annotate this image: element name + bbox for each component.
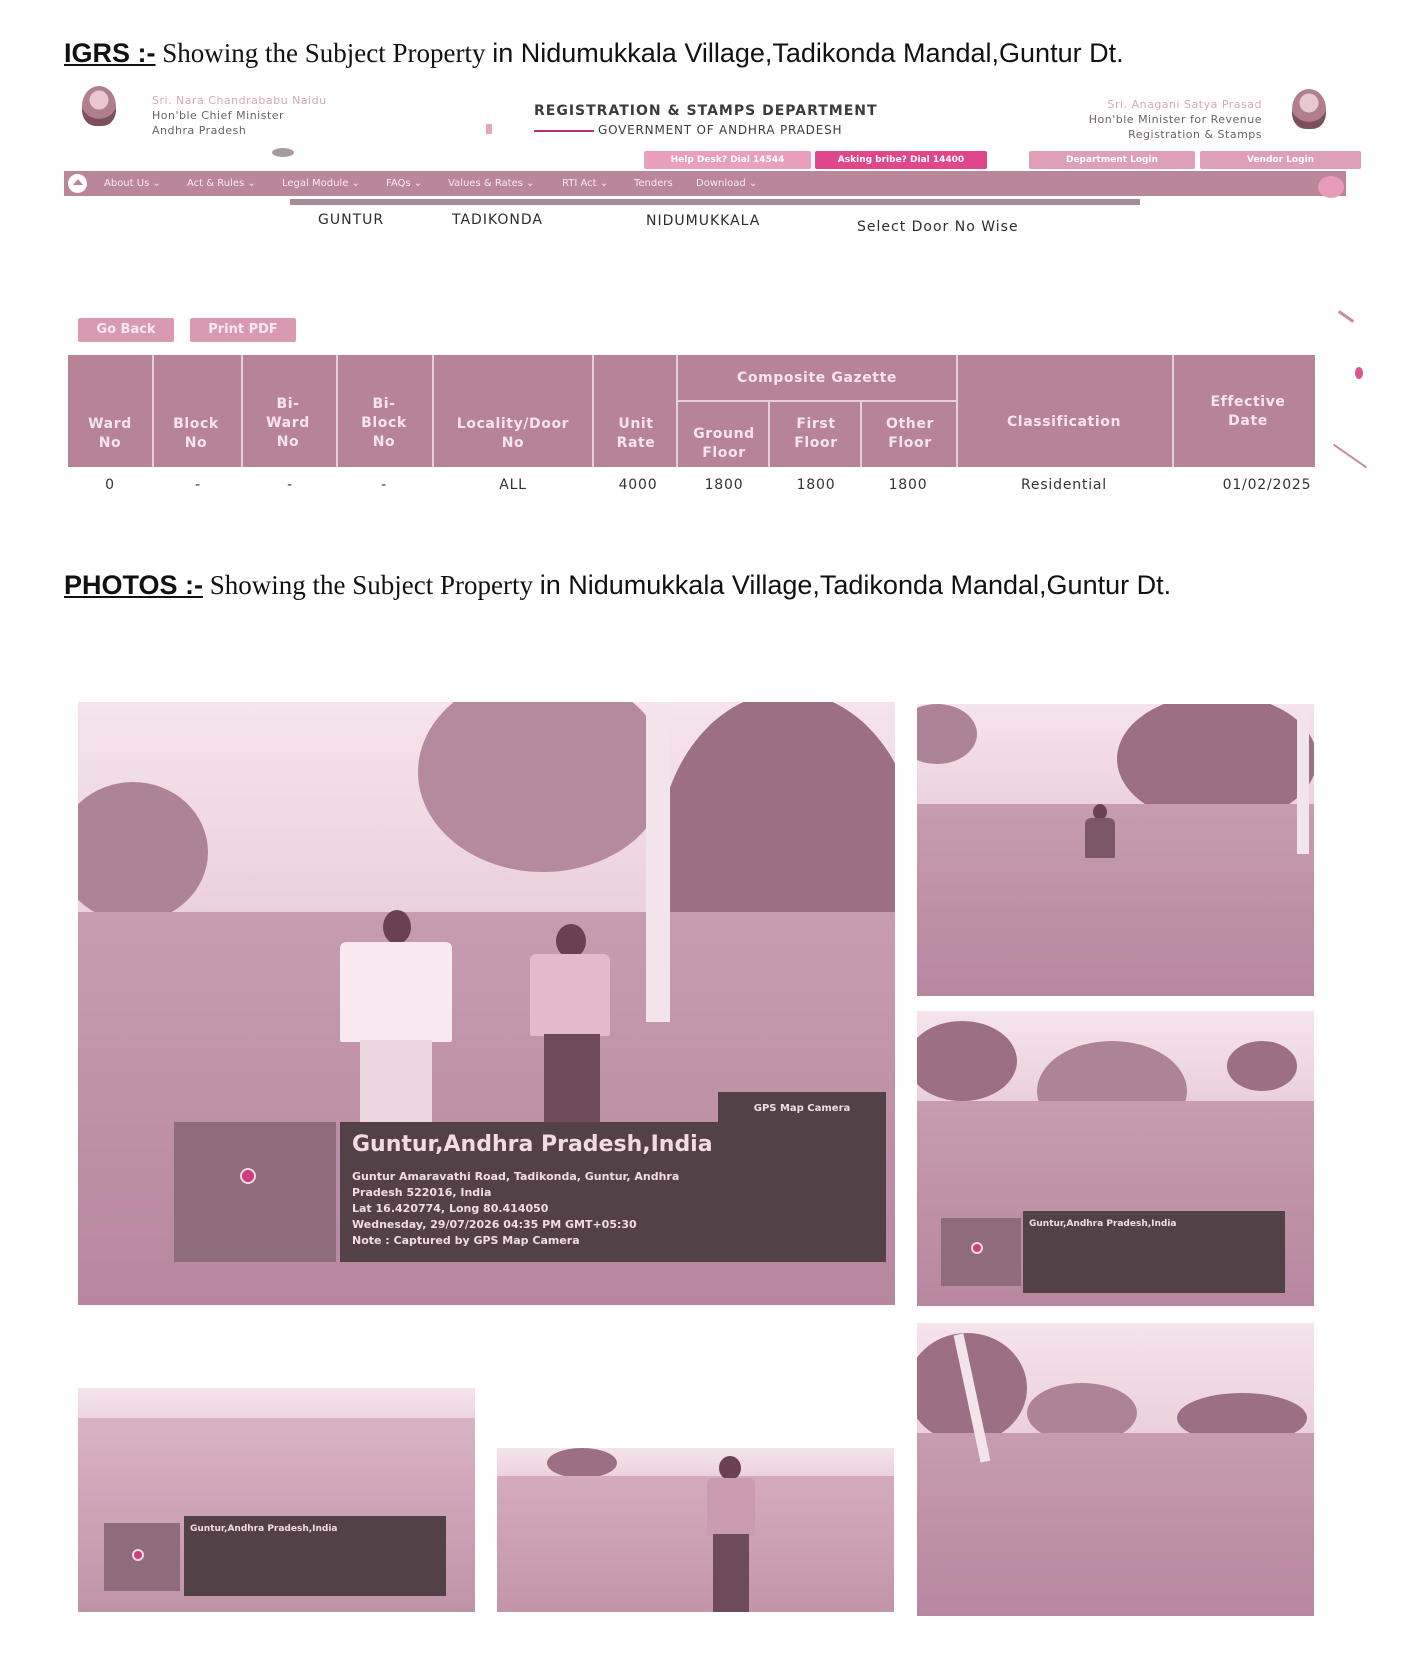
mandal-label: TADIKONDA xyxy=(452,212,543,228)
chief-minister-role: Hon'ble Chief Minister xyxy=(152,109,285,122)
government-title: GOVERNMENT OF ANDHRA PRADESH xyxy=(598,123,843,137)
minister-avatar xyxy=(1292,89,1326,129)
nav-act-rules[interactable]: Act & Rules ⌄ xyxy=(187,178,256,189)
nav-values-rates[interactable]: Values & Rates ⌄ xyxy=(448,178,535,189)
igrs-heading xyxy=(64,38,1124,69)
col-effective-date: Effective Date xyxy=(1210,394,1286,429)
cell-classification: Residential xyxy=(1021,477,1107,493)
nav-rti-act[interactable]: RTI Act ⌄ xyxy=(562,178,609,189)
igrs-label: IGRS :- xyxy=(64,38,156,68)
igrs-heading-location: in Nidumukkala Village,Tadikonda Mandal,Guntur Dt. xyxy=(492,38,1124,68)
photos-label: PHOTOS :- xyxy=(64,570,204,600)
igrs-heading-text: Showing the Subject Property xyxy=(155,38,493,68)
cell-first-floor: 1800 xyxy=(796,477,836,493)
chief-minister-avatar xyxy=(82,86,116,126)
site-photo-bottom-left: Guntur,Andhra Pradesh,India xyxy=(78,1388,475,1612)
nav-download[interactable]: Download ⌄ xyxy=(696,178,758,189)
chief-minister-info xyxy=(152,93,327,138)
minister-role: Hon'ble Minister for Revenue xyxy=(1088,113,1262,126)
col-classification: Classification xyxy=(1006,414,1122,430)
side-pin-icon xyxy=(1355,367,1363,379)
logo-mark xyxy=(486,124,492,134)
side-stroke xyxy=(1338,310,1354,323)
vendor-login-button[interactable]: Vendor Login xyxy=(1200,151,1361,169)
cell-locality: ALL xyxy=(499,477,527,493)
nav-bar xyxy=(64,171,1346,196)
col-other-floor: Other Floor xyxy=(886,416,934,451)
site-photo-bottom-center xyxy=(497,1448,894,1612)
site-photo-mid-right: Guntur,Andhra Pradesh,India xyxy=(917,1011,1314,1306)
col-ground-floor: Ground Floor xyxy=(693,426,755,461)
gps-badge: GPS Map Camera xyxy=(718,1092,886,1126)
nav-legal-module[interactable]: Legal Module ⌄ xyxy=(282,178,360,189)
help-desk-pill[interactable]: Help Desk? Dial 14544 xyxy=(644,151,811,169)
col-first-floor: First Floor xyxy=(794,416,838,451)
go-back-button[interactable]: Go Back xyxy=(78,318,174,342)
cell-bi-ward-no: - xyxy=(287,477,293,493)
col-block-no: Block No xyxy=(173,416,219,451)
department-title: REGISTRATION & STAMPS DEPARTMENT xyxy=(534,103,878,119)
minister-name: Sri. Anagani Satya Prasad xyxy=(1107,98,1262,111)
minister-info xyxy=(1040,97,1262,142)
col-bi-block-no: Bi- Block No xyxy=(361,396,407,450)
gps-mini-map xyxy=(174,1122,336,1262)
site-photo-bottom-right xyxy=(917,1323,1314,1616)
cell-unit-rate: 4000 xyxy=(618,477,658,493)
site-photo-main xyxy=(78,702,895,1305)
chat-icon[interactable] xyxy=(1318,176,1344,198)
minister-portfolio: Registration & Stamps xyxy=(1128,128,1262,141)
village-label: NIDUMUKKALA xyxy=(646,213,761,229)
side-line xyxy=(1333,444,1367,469)
cell-bi-block-no: - xyxy=(381,477,387,493)
rates-table-header xyxy=(68,355,1315,467)
bribe-helpline-pill[interactable]: Asking bribe? Dial 14400 xyxy=(815,151,987,169)
smudge-mark xyxy=(272,148,294,157)
col-ward-no: Ward No xyxy=(88,416,132,451)
cell-effective-date: 01/02/2025 xyxy=(1222,477,1312,493)
cell-ward-no: 0 xyxy=(105,477,115,493)
cell-other-floor: 1800 xyxy=(888,477,928,493)
col-bi-ward-no: Bi- Ward No xyxy=(266,396,310,450)
nav-about-us[interactable]: About Us ⌄ xyxy=(104,178,161,189)
site-photo-top-right xyxy=(917,704,1314,996)
search-mode-label: Select Door No Wise xyxy=(857,219,1019,235)
gps-info-panel: Guntur,Andhra Pradesh,India Guntur Amaravathi Road, Tadikonda, Guntur, Andhra Pradesh 522016, India Lat 16.420774, Long 80.414050 Wednesday, 29/07/2026 04:35 PM GMT+05:30 Note : Captured by GPS Map Camera xyxy=(340,1122,886,1262)
cell-block-no: - xyxy=(195,477,201,493)
nav-faqs[interactable]: FAQs ⌄ xyxy=(386,178,423,189)
photos-heading-location: in Nidumukkala Village,Tadikonda Mandal,Guntur Dt. xyxy=(539,570,1172,600)
photos-heading xyxy=(64,570,1171,601)
print-pdf-button[interactable]: Print PDF xyxy=(190,318,296,342)
col-unit-rate: Unit Rate xyxy=(616,416,656,451)
col-composite-gazette: Composite Gazette xyxy=(737,370,897,386)
col-locality-door-no: Locality/Door No xyxy=(456,416,570,451)
submenu-strip xyxy=(290,199,1140,205)
nav-tenders[interactable]: Tenders xyxy=(634,178,673,189)
chief-minister-name: Sri. Nara Chandrababu Naidu xyxy=(152,94,327,107)
home-icon[interactable] xyxy=(68,174,87,193)
cell-ground-floor: 1800 xyxy=(704,477,744,493)
department-line xyxy=(534,130,594,132)
district-label: GUNTUR xyxy=(318,212,385,228)
department-login-button[interactable]: Department Login xyxy=(1029,151,1195,169)
photos-heading-text: Showing the Subject Property xyxy=(203,570,540,600)
chief-minister-state: Andhra Pradesh xyxy=(152,124,247,137)
